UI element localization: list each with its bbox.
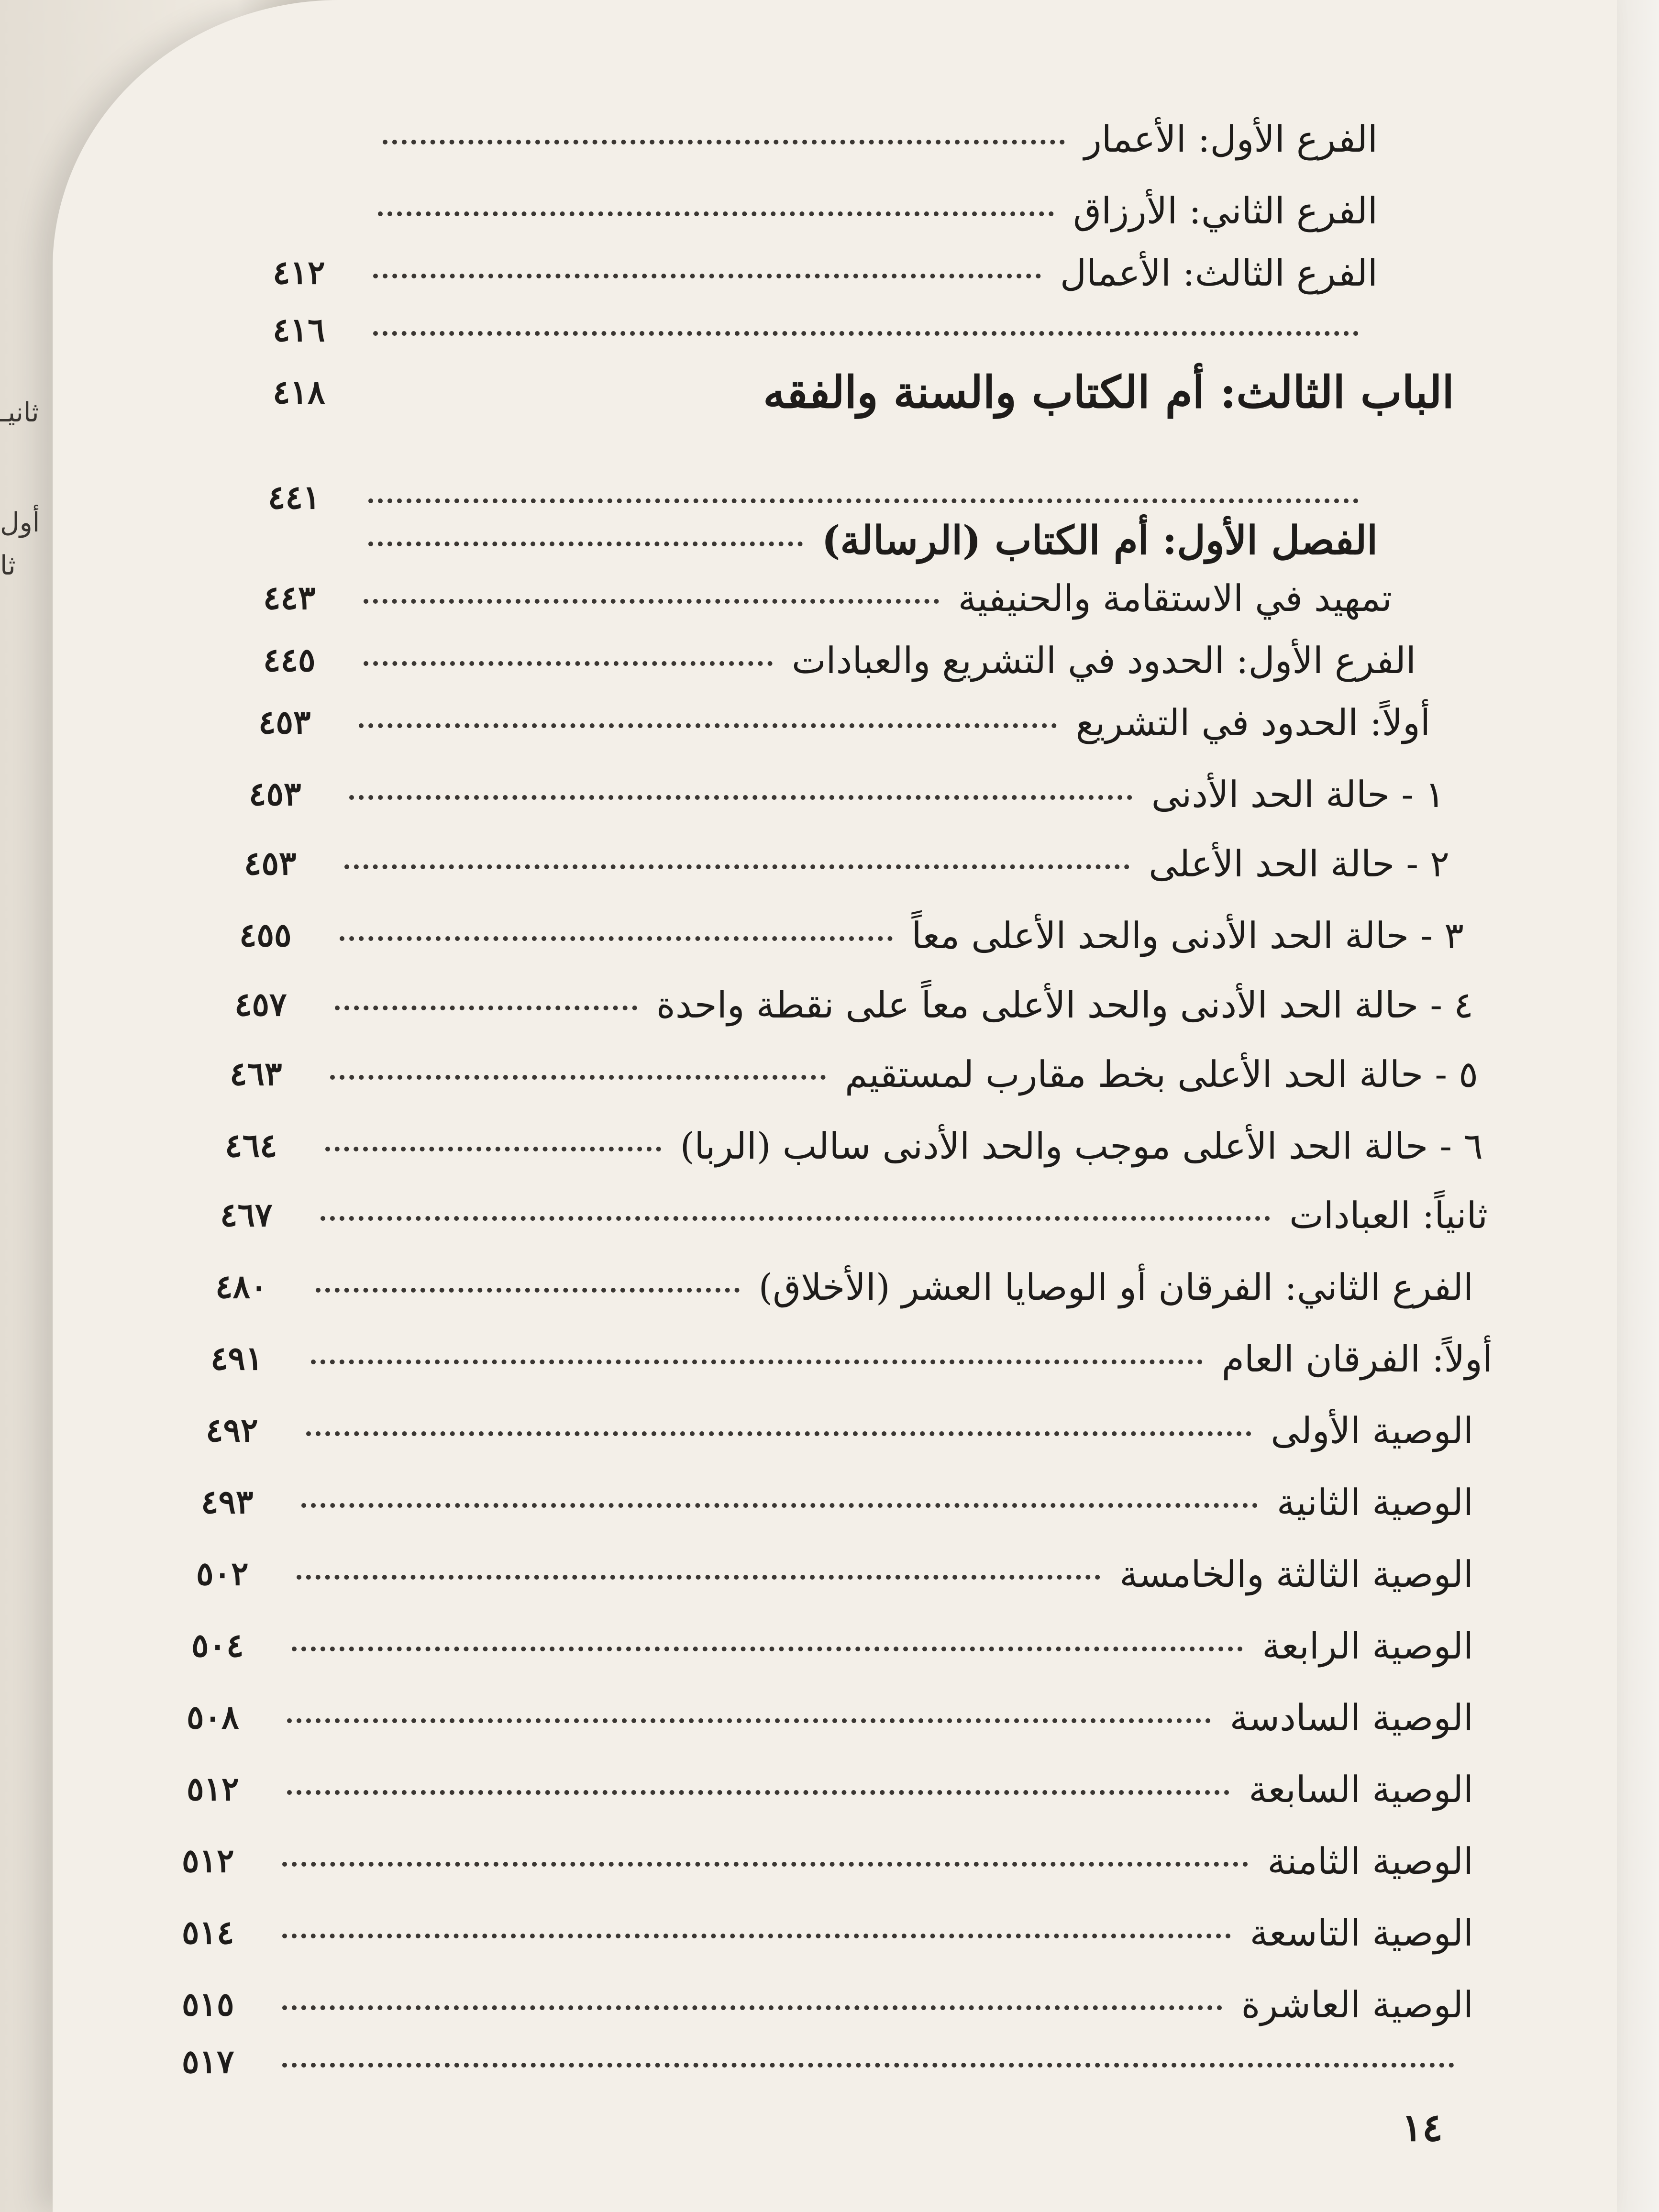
toc-entry-title: الفرع الثالث: الأعمال [1060,251,1378,294]
dot-leader [340,936,893,941]
toc-entry-page: ٤٥٧ [234,985,287,1024]
toc-entry-page: ٤٦٣ [230,1055,282,1093]
toc-entry [273,301,1378,359]
dot-leader [287,1790,1229,1795]
facing-page-fragment: أول [0,507,40,538]
toc-entry [220,1186,1488,1244]
toc-entry [210,1330,1493,1387]
toc-entry-page: ٤١٢ [273,254,325,292]
dot-leader [292,1647,1243,1651]
toc-entry-title: ٤ - حالة الحد الأدنى والحد الأعلى معاً على نقطة واحدة [656,983,1473,1026]
toc-entry-title: الوصية العاشرة [1241,1983,1473,2026]
dot-leader [368,542,803,546]
toc-entry-title: ٥ - حالة الحد الأعلى بخط مقارب لمستقيم [845,1052,1478,1095]
toc-entry-title: أولاً: الفرقان العام [1221,1337,1493,1380]
dot-leader [364,599,939,604]
toc-entry-title: الوصية الثانية [1276,1481,1473,1524]
toc-entry-page: ٤٤٥ [263,641,316,679]
toc-entry [234,976,1473,1033]
toc-entry [273,364,1454,421]
toc-entry [282,110,1378,167]
toc-entry-title: ٦ - حالة الحد الأعلى موجب والحد الأدنى سالب (الربا) [680,1124,1483,1167]
toc-entry-title: الفرع الأول: الأعمار [1084,117,1378,160]
dot-leader [282,2063,1454,2068]
dot-leader [301,1503,1258,1508]
toc-entry-title: ثانياً: العبادات [1289,1194,1488,1237]
toc-entry-title: ١ - حالة الحد الأدنى [1151,773,1445,816]
toc-entry-title: ٢ - حالة الحد الأعلى [1149,842,1449,885]
toc-entry-title: الفصل الأول: أم الكتاب (الرسالة) [821,518,1378,564]
toc-entry-page: ٤٩٣ [201,1483,254,1521]
toc-entry-page: ٤٥٥ [239,916,292,954]
dot-leader [373,274,1041,278]
toc-entry [182,1976,1473,2033]
toc-entry [268,512,1378,569]
toc-entry [182,2033,1473,2090]
toc-entry [196,1545,1473,1603]
toc-entry-page: ٤٨٠ [215,1268,268,1306]
dot-leader [330,1075,826,1080]
facing-page-fragment: ثانيـ [0,397,39,428]
toc-entry [239,907,1464,964]
toc-entry-page: ٤٤١ [268,478,321,517]
toc-entry [244,835,1449,892]
toc-entry-page: ٥٠٢ [196,1555,249,1593]
toc-entry-page: ٥١٧ [182,2043,234,2081]
toc-entry [215,1258,1473,1316]
page-number: ١٤ [1402,2105,1443,2150]
dot-leader [378,211,1054,216]
toc-entry [187,1760,1473,1818]
toc-entry-page: ٥٠٨ [187,1698,239,1736]
toc-entry [263,569,1392,627]
toc-entry-title: الوصية الرابعة [1262,1624,1473,1667]
toc-entry-page: ٤٥٣ [249,775,301,813]
toc-entry [258,694,1430,751]
toc-entry-title: الوصية الثامنة [1267,1839,1473,1882]
toc-entry-page: ٥١٢ [187,1770,239,1808]
toc-entry [187,1689,1473,1746]
dot-leader [335,1006,637,1010]
toc-entry-page: ٤٤٣ [263,579,316,617]
toc-entry-page: ٤٥٣ [258,703,311,741]
toc-entry [206,1402,1473,1459]
toc-entry [230,1045,1478,1103]
dot-leader [373,331,1359,336]
toc-entry-page: ٥٠٤ [191,1626,244,1665]
toc-entry-title: الباب الثالث: أم الكتاب والسنة والفقه [763,366,1454,418]
toc-entry-page: ٥١٥ [182,1985,234,2024]
toc-entry [263,631,1416,689]
table-of-contents-page [53,0,1617,2212]
toc-entry-page: ٤١٨ [273,373,325,411]
toc-entry-page: ٥١٢ [182,1842,234,1880]
dot-leader [316,1288,740,1293]
dot-leader [287,1718,1211,1723]
dot-leader [325,1147,661,1151]
toc-entry-page: ٤٩٢ [206,1411,258,1449]
toc-entry-title: الفرع الأول: الحدود في التشريع والعبادات [792,639,1416,682]
facing-page-fragment: ثا [0,550,16,581]
dot-leader [368,498,1359,503]
dot-leader [364,661,773,666]
dot-leader [383,140,1065,144]
toc-entry-page: ٤٦٧ [220,1196,273,1234]
toc-entry [182,1832,1473,1890]
toc-entry-page: ٤٦٤ [225,1127,277,1165]
toc-entry-title: الوصية الثالثة والخامسة [1119,1552,1473,1595]
dot-leader [282,1934,1231,1938]
toc-entry-page: ٤١٦ [273,311,325,349]
toc-entry-title: الفرع الثاني: الأرزاق [1073,189,1378,232]
dot-leader [306,1431,1251,1436]
toc-entry [277,182,1378,239]
dot-leader [359,723,1057,728]
toc-entry [201,1473,1473,1531]
dot-leader [282,2005,1222,2010]
toc-list [53,0,1617,2212]
dot-leader [311,1360,1203,1364]
dot-leader [297,1575,1100,1580]
toc-entry-title: الفرع الثاني: الفرقان أو الوصايا العشر (الأخلاق) [758,1265,1473,1308]
toc-entry-title: ٣ - حالة الحد الأدنى والحد الأعلى معاً [911,914,1464,957]
toc-entry-title: الوصية السابعة [1249,1768,1473,1811]
toc-entry [191,1617,1473,1674]
toc-entry-page: ٤٩١ [210,1339,263,1378]
toc-entry [249,765,1445,823]
toc-entry-title: أولاً: الحدود في التشريع [1075,701,1430,744]
toc-entry-title: تمهيد في الاستقامة والحنيفية [958,576,1392,619]
toc-entry-page: ٥١٤ [182,1913,234,1952]
dot-leader [282,1862,1248,1867]
toc-entry [273,244,1378,301]
toc-entry [182,1904,1473,1961]
toc-entry-title: الوصية السادسة [1229,1696,1473,1739]
toc-entry-page: ٤٥٣ [244,844,297,883]
dot-leader [321,1216,1270,1221]
dot-leader [349,795,1132,800]
toc-entry-title: الوصية الأولى [1271,1409,1473,1452]
toc-entry-title: الوصية التاسعة [1250,1911,1473,1954]
toc-entry [225,1117,1483,1174]
dot-leader [344,864,1129,869]
